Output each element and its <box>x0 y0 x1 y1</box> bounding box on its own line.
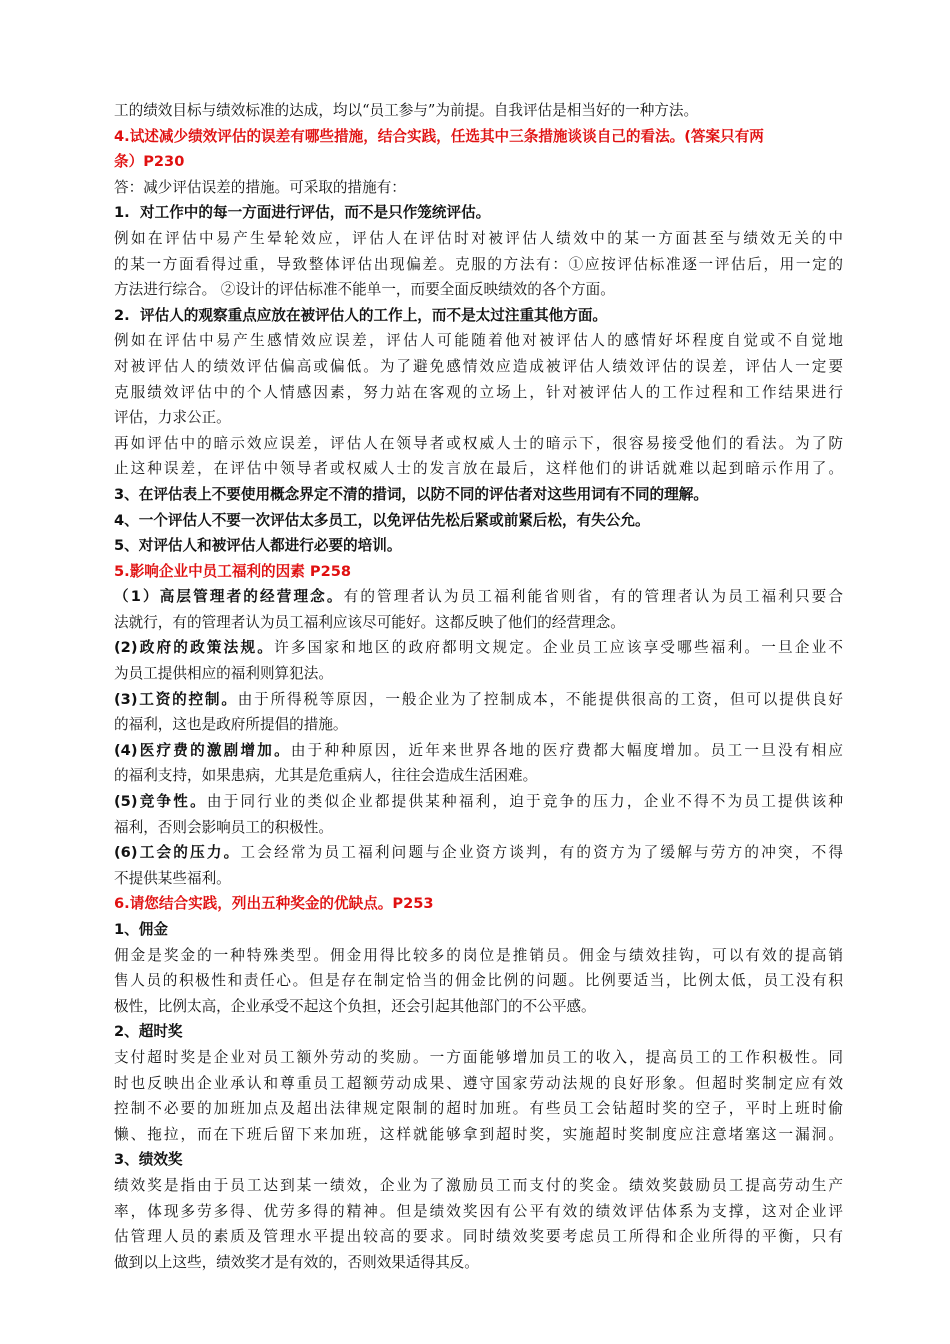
point-heading: 2、超时奖 <box>114 1023 183 1041</box>
paragraph-text: 例如在评估中易产生感情效应误差，评估人可能随着他对被评估人的感情好坏程度自觉或不自觉地 <box>114 332 843 350</box>
text-line <box>114 124 843 150</box>
text-line <box>114 1122 843 1148</box>
paragraph-text: 绩效奖是指由于员工达到某一绩效，企业为了激励员工而支付的奖金。绩效奖鼓励员工提高劳动生产 <box>114 1176 843 1194</box>
text-line <box>114 149 843 175</box>
paragraph-text: 止这种误差，在评估中领导者或权威人士的发言放在最后，这样他们的讲话就难以起到暗示作用了。 <box>114 460 843 478</box>
text-line <box>114 815 843 841</box>
text-line <box>114 789 843 815</box>
text-line <box>114 661 843 687</box>
paragraph-text: 法就行，有的管理者认为员工福利应该尽可能好。这都反映了他们的经营理念。 <box>114 613 625 631</box>
paragraph-text: 的福利支持，如果患病，尤其是危重病人，往往会造成生活困难。 <box>114 767 538 785</box>
paragraph-text: 由于所得税等原因，一般企业为了控制成本，不能提供很高的工资，但可以提供良好 <box>237 690 843 708</box>
text-line <box>114 1224 843 1250</box>
question-heading: 6.请您结合实践，列出五种奖金的优缺点。P253 <box>114 895 434 913</box>
paragraph-text: 极性，比例太高，企业承受不起这个负担，还会引起其他部门的不公平感。 <box>114 997 596 1015</box>
text-line <box>114 635 843 661</box>
point-heading: 3、在评估表上不要使用概念界定不清的措词，以防不同的评估者对这些用词有不同的理解。 <box>114 485 708 503</box>
text-line <box>114 303 843 329</box>
text-line <box>114 328 843 354</box>
text-line <box>114 508 843 534</box>
paragraph-text: 工会经常为员工福利问题与企业资方谈判，有的资方为了缓解与劳方的冲突，不得 <box>240 844 843 862</box>
paragraph-text: 懒、拖拉，而在下班后留下来加班，这样就能够拿到超时奖，实施超时奖制度应注意堵塞这一漏洞。 <box>114 1125 843 1143</box>
paragraph-text: 对被评估人的绩效评估偏高或偏低。为了避免感情效应造成被评估人绩效评估的误差，评估人一定要 <box>114 357 843 375</box>
text-line <box>114 687 843 713</box>
text-line <box>114 1199 843 1225</box>
point-heading: 3、绩效奖 <box>114 1151 183 1169</box>
paragraph-text: 许多国家和地区的政府都明文规定。企业员工应该享受哪些福利。一旦企业不 <box>274 639 843 657</box>
factor-heading: (6)工会的压力。 <box>114 844 241 862</box>
paragraph-text: 例如在评估中易产生晕轮效应，评估人在评估时对被评估人绩效中的某一方面甚至与绩效无关的中 <box>114 229 843 247</box>
text-line <box>114 277 843 303</box>
text-line <box>114 98 843 124</box>
text-line <box>114 1096 843 1122</box>
paragraph-text: 答：减少评估误差的措施。可采取的措施有： <box>114 178 406 196</box>
factor-heading: （1）高层管理者的经营理念。 <box>114 588 344 606</box>
paragraph-text: 评估，力求公正。 <box>114 409 231 427</box>
text-line <box>114 840 843 866</box>
paragraph-text: 的福利，这也是政府所提倡的措施。 <box>114 716 348 734</box>
paragraph-text: 克服绩效评估中的个人情感因素，努力站在客观的立场上，针对被评估人的工作过程和工作结果进行 <box>114 383 843 401</box>
text-line <box>114 763 843 789</box>
factor-heading: (4)医疗费的激剧增加。 <box>114 741 291 759</box>
paragraph-text: 工的绩效目标与绩效标准的达成，均以“员工参与”为前提。自我评估是相当好的一种方法。 <box>114 102 699 119</box>
text-line <box>114 891 843 917</box>
text-line <box>114 226 843 252</box>
point-heading: 对工作中的每一方面进行评估，而不是只作笼统评估。 <box>140 204 491 222</box>
text-line <box>114 712 843 738</box>
text-line <box>114 1250 843 1276</box>
text-line <box>114 482 843 508</box>
point-heading: 1、佣金 <box>114 921 168 938</box>
text-line <box>114 1173 843 1199</box>
paragraph-text: 做到以上这些，绩效奖才是有效的，否则效果适得其反。 <box>114 1253 479 1271</box>
paragraph-text: 控制不必要的加班加点及超出法律规定限制的超时加班。有些员工会钻超时奖的空子，平时上班时偷 <box>114 1100 843 1118</box>
point-heading: 5、对评估人和被评估人都进行必要的培训。 <box>114 537 402 555</box>
paragraph-text: 率，体现多劳多得、优劳多得的精神。但是绩效奖因有公平有效的绩效评估体系为支撑，这对企业评 <box>114 1202 843 1220</box>
point-number: 1. <box>114 204 130 222</box>
paragraph-text: 不提供某些福利。 <box>114 869 231 887</box>
text-line <box>114 738 843 764</box>
factor-heading: (2)政府的政策法规。 <box>114 639 275 657</box>
text-line <box>114 1019 843 1045</box>
text-line <box>114 380 843 406</box>
paragraph-text: 的某一方面看得过重，导致整体评估出现偏差。克服的方法有：①应按评估标准逐一评估后，用一定的 <box>114 255 843 273</box>
text-line <box>114 1147 843 1173</box>
point-heading: 评估人的观察重点应放在被评估人的工作上，而不是太过注重其他方面。 <box>140 306 608 324</box>
factor-heading: (5)竞争性。 <box>114 793 207 811</box>
text-line <box>114 200 843 226</box>
text-line <box>114 354 843 380</box>
text-line <box>114 866 843 892</box>
paragraph-text: 福利，否则会影响员工的积极性。 <box>114 818 333 836</box>
text-line <box>114 610 843 636</box>
text-line <box>114 943 843 969</box>
paragraph-text: 有的管理者认为员工福利能省则省，有的管理者认为员工福利只要合 <box>343 588 843 606</box>
paragraph-text: 为员工提供相应的福利则算犯法。 <box>114 665 333 683</box>
text-line <box>114 994 843 1020</box>
text-line <box>114 405 843 431</box>
text-line <box>114 584 843 610</box>
text-line <box>114 559 843 585</box>
question-heading: 条）P230 <box>114 153 185 171</box>
paragraph-text: 由于种种原因，近年来世界各地的医疗费都大幅度增加。员工一旦没有相应 <box>290 741 843 759</box>
paragraph-text: 支付超时奖是企业对员工额外劳动的奖励。一方面能够增加员工的收入，提高员工的工作积极性。同 <box>114 1048 843 1066</box>
text-line <box>114 252 843 278</box>
paragraph-text: 估管理人员的素质及管理水平提出较高的要求。同时绩效奖要考虑员工所得和企业所得的平衡，只有 <box>114 1228 843 1246</box>
paragraph-text: 佣金是奖金的一种特殊类型。佣金用得比较多的岗位是推销员。佣金与绩效挂钩，可以有效的提高销 <box>114 946 843 964</box>
paragraph-text: 再如评估中的暗示效应误差，评估人在领导者或权威人士的暗示下，很容易接受他们的看法。为了防 <box>114 434 843 452</box>
text-line <box>114 968 843 994</box>
text-line <box>114 533 843 559</box>
text-line <box>114 431 843 457</box>
paragraph-text: 售人员的积极性和责任心。但是存在制定恰当的佣金比例的问题。比例要适当，比例太低，员工没有积 <box>114 972 843 990</box>
paragraph-text: 时也反映出企业承认和尊重员工超额劳动成果、遵守国家劳动法规的良好形象。但超时奖制定应有效 <box>114 1074 843 1092</box>
text-line <box>114 917 843 943</box>
text-line <box>114 175 843 201</box>
text-line <box>114 1045 843 1071</box>
question-heading: 5.影响企业中员工福利的因素 P258 <box>114 562 352 580</box>
point-heading: 4、一个评估人不要一次评估太多员工，以免评估先松后紧或前紧后松，有失公允。 <box>114 511 650 529</box>
paragraph-text: 由于同行业的类似企业都提供某种福利，迫于竞争的压力，企业不得不为员工提供该种 <box>206 793 843 811</box>
text-line <box>114 456 843 482</box>
point-number: 2. <box>114 306 130 324</box>
text-line <box>114 1071 843 1097</box>
factor-heading: (3)工资的控制。 <box>114 690 238 708</box>
question-heading: 4.试述减少绩效评估的误差有哪些措施，结合实践，任选其中三条措施谈谈自己的看法。(答案只有两 <box>114 127 764 145</box>
paragraph-text: 方法进行综合。 ②设计的评估标准不能单一，而要全面反映绩效的各个方面。 <box>114 281 615 299</box>
